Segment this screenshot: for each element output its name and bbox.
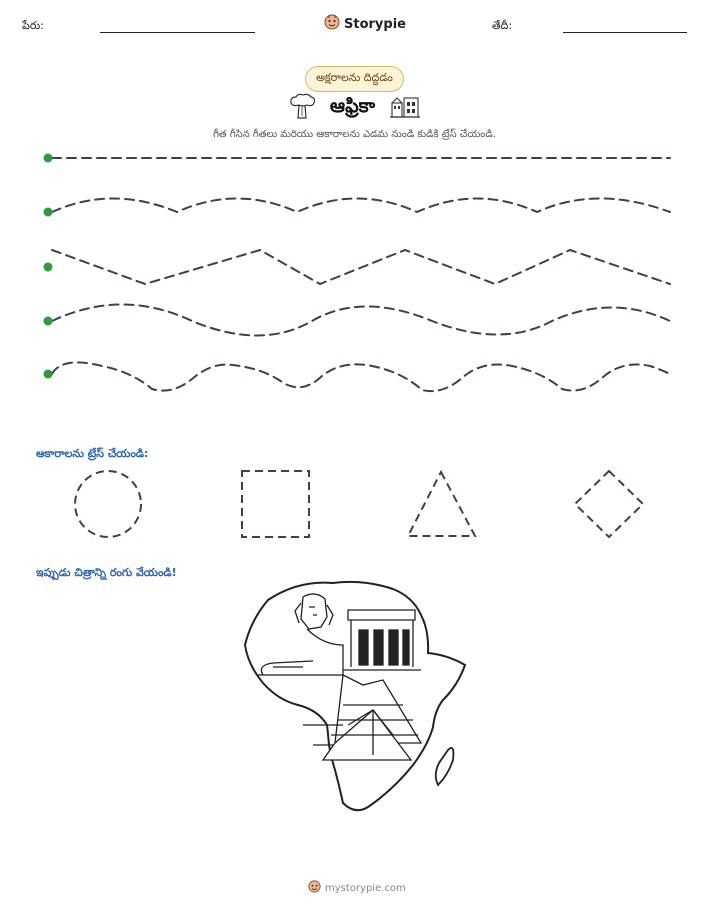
storypie-logo-icon: [308, 880, 321, 896]
page-title: ఆఫ్రికా: [329, 94, 376, 117]
africa-coloring-picture[interactable]: [243, 575, 469, 820]
footer-site[interactable]: mystorypie.com: [325, 882, 406, 894]
trace-line-loop: [52, 362, 670, 391]
start-dot-5: [44, 370, 53, 379]
trace-line-wave: [52, 305, 670, 336]
trace-shape-triangle: [408, 472, 475, 536]
name-label: పేరు:: [22, 19, 44, 32]
coloring-heading: ఇప్పుడు చిత్రాన్ని రంగు వేయండి!: [36, 566, 177, 579]
category-pill: అక్షరాలను దిద్దడం: [305, 66, 404, 92]
brand-name: Storypie: [344, 16, 406, 32]
madagascar-outline: [436, 748, 454, 785]
footer: [308, 880, 406, 896]
trace-line-arc: [52, 199, 670, 213]
start-dot-1: [44, 154, 53, 163]
start-dot-4: [44, 317, 53, 326]
trace-line-zigzag: [52, 250, 670, 284]
trace-shape-circle: [75, 471, 141, 537]
instruction-text: గీత గీసిన గీతలు మరియు ఆకారాలను ఎడమ నుండి కుడికి ట్రేస్ చేయండి.: [213, 129, 496, 140]
trace-shape-diamond: [575, 471, 643, 537]
trace-lines[interactable]: [0, 0, 709, 420]
start-dot-3: [44, 263, 53, 272]
start-dot-2: [44, 208, 53, 217]
shapes-heading: ఆకారాలను ట్రేస్ చేయండి:: [36, 447, 149, 460]
trace-shape-square: [242, 471, 309, 537]
trace-shapes[interactable]: [0, 460, 709, 550]
date-label: తేదీ:: [492, 19, 513, 32]
